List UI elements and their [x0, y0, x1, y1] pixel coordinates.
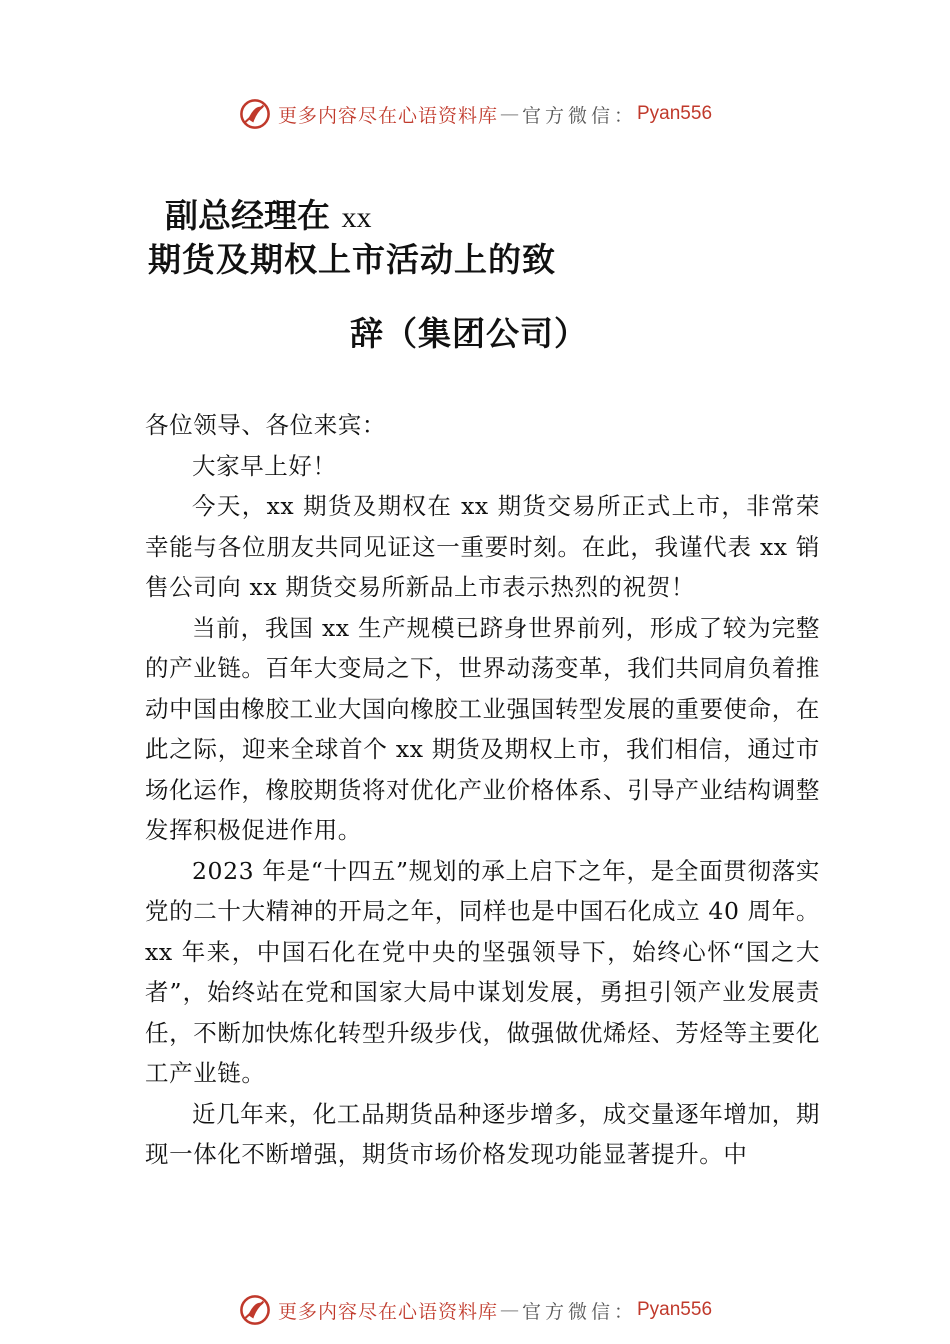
paragraph: 当前，我国 xx 生产规模已跻身世界前列，形成了较为完整的产业链。百年大变局之下，世界动荡变革，我们共同肩负着推动中国由橡胶工业大国向橡胶工业强国转型发展的重要使命，在此之际，迎来全球首个 xx 期货及期权上市，我们相信，通过市场化运作，橡胶期货将对优化产业价格体系、引导产业结构调整发挥积极促进作用。 [145, 613, 820, 844]
banner-dash: — [499, 103, 520, 125]
banner-wechat-id: Pyan556 [637, 103, 713, 124]
brand-logo-icon [238, 97, 272, 131]
banner-text [278, 101, 712, 128]
banner-brand: 更多内容尽在心语资料库 [277, 1300, 498, 1323]
banner-wechat-label: 官方微信： [521, 104, 637, 127]
title-line-3: 辞（集团公司） [350, 314, 588, 353]
document-body [145, 405, 820, 1175]
footer-banner [0, 1288, 950, 1332]
paragraph: 今天，xx 期货及期权在 xx 期货交易所正式上市，非常荣幸能与各位朋友共同见证这一重要时刻。在此，我谨代表 xx 销售公司向 xx 期货交易所新品上市表示热烈的祝贺！ [145, 492, 820, 601]
header-banner [0, 92, 950, 136]
banner-dash: — [499, 1299, 520, 1321]
title-line-1 [165, 190, 372, 237]
salutation: 各位领导、各位来宾： [145, 411, 386, 439]
banner-wechat-id: Pyan556 [637, 1299, 713, 1320]
banner-text [278, 1297, 712, 1324]
paragraph: 大家早上好！ [192, 451, 337, 480]
banner-brand: 更多内容尽在心语资料库 [277, 104, 498, 127]
paragraph: 近几年来，化工品期货品种逐步增多，成交量逐年增加，期现一体化不断增强，期货市场价格发现功能显著提升。中 [145, 1099, 820, 1168]
paragraph: 2023 年是“十四五”规划的承上启下之年，是全面贯彻落实党的二十大精神的开局之年，同样也是中国石化成立 40 周年。xx 年来，中国石化在党中央的坚强领导下，始终心怀“国之大者”，始终站在党和国家大局中谋划发展，勇担引领产业发展责任，不断加快炼化转型升级步伐，做强做优烯烃、芳烃等主要化工产业链。 [145, 856, 820, 1087]
brand-logo-icon [238, 1293, 272, 1327]
title-line-1-suffix: xx [341, 201, 372, 234]
title-line-1-text: 副总经理在 [165, 196, 330, 235]
title-line-2: 期货及期权上市活动上的致 [148, 240, 556, 279]
banner-wechat-label: 官方微信： [521, 1300, 637, 1323]
